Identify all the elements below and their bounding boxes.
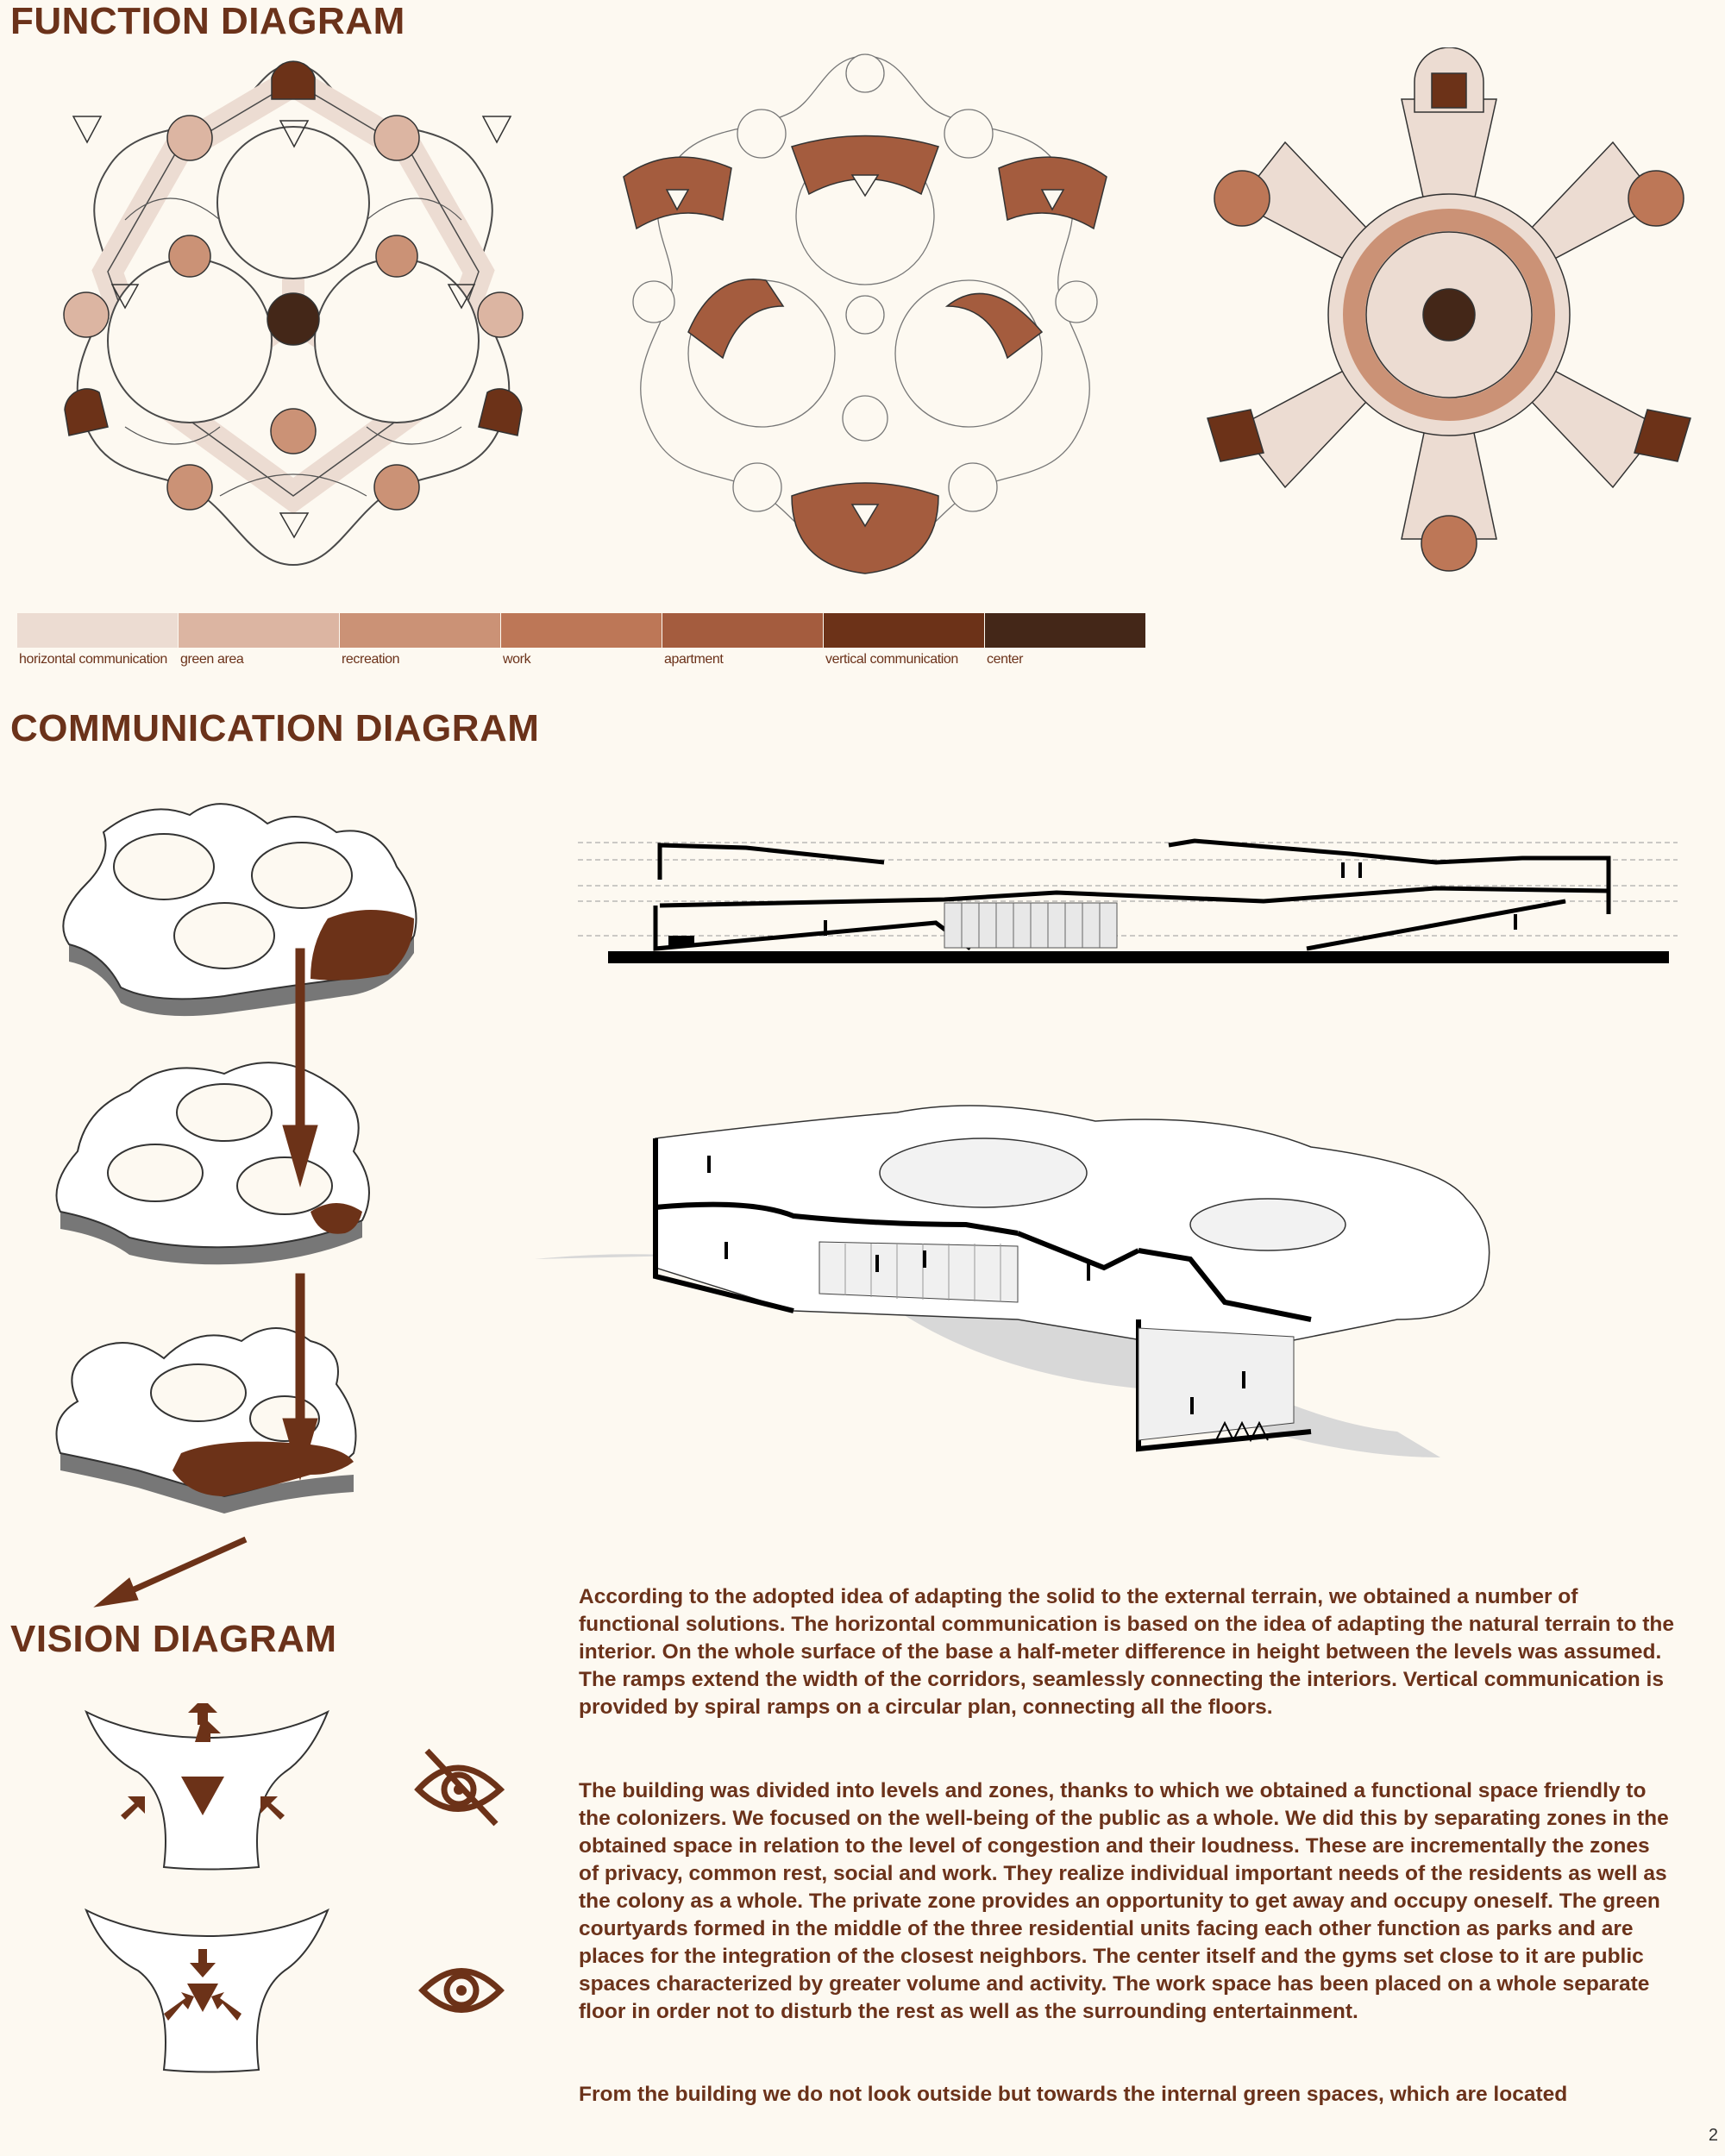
building-section [574, 824, 1686, 970]
vision-shape-outward [78, 1703, 336, 1871]
legend-swatch-apartment [662, 613, 823, 648]
building-axonometric-cutaway [535, 1095, 1682, 1475]
legend-label: center [987, 652, 1024, 667]
description-paragraph: According to the adopted idea of adapting the solid to the external terrain, we obtained a number of functional solutions. The horizontal communication is based on the idea of adapting the natural terrain to the interior. On the whole surface of the base a half-meter difference in height between the levels was assumed. The ramps extend the width of the corridors, seamlessly connecting the interiors. Vertical communication is provided by spiral ramps on a circular plan, connecting all the floors. [579, 1585, 1675, 1719]
legend-label: green area [180, 652, 244, 667]
function-plan-zones [47, 47, 539, 586]
floor-slab-middle [57, 1062, 370, 1264]
function-diagram-title: FUNCTION DIAGRAM [10, 0, 405, 42]
legend-label: recreation [342, 652, 400, 667]
vision-diagram-title: VISION DIAGRAM [10, 1618, 337, 1660]
legend-swatch-center [985, 613, 1145, 648]
legend-label: work [503, 652, 531, 667]
legend-swatch-green-area [179, 613, 339, 648]
legend-swatch-recreation [340, 613, 500, 648]
function-plan-center [1203, 47, 1695, 586]
exploded-floor-stack [52, 780, 518, 1608]
floor-slab-top [63, 804, 416, 1016]
description-paragraph: The building was divided into levels and zones, thanks to which we obtained a functional space friendly to the colonizers. We focused on the well-being of the public as a whole. We did this by separating zones in the obtained space in relation to the level of congestion and their loudness. These are incrementally the zones of privacy, common rest, social and work. They realize individual important needs of the residents as well as the colony as a whole. The private zone provides an opportunity to get away and occupy oneself. The green courtyards formed in the middle of the three residential units facing each other function as parks and are places for the integration of the closest neighbors. The center itself and the gyms set close to it are public spaces characterized by greater volume and activity. The work space has been placed on a whole separate floor in order not to disturb the rest as well as the surrounding entertainment. [579, 1779, 1669, 2023]
eye-crossed-icon [414, 1746, 505, 1828]
vision-shape-inward [78, 1902, 336, 2074]
legend-swatch-work [501, 613, 662, 648]
eye-icon [418, 1956, 505, 2025]
page-number: 2 [1708, 2126, 1718, 2145]
legend-label: horizontal communication [19, 652, 167, 667]
legend-label: apartment [664, 652, 724, 667]
color-legend [17, 613, 1145, 682]
legend-label: vertical communication [825, 652, 958, 667]
legend-swatch-horizontal-communication [17, 613, 178, 648]
description-paragraph: From the building we do not look outside but towards the internal green spaces, which are located [579, 2083, 1568, 2106]
legend-swatch-vertical-communication [824, 613, 984, 648]
communication-diagram-title: COMMUNICATION DIAGRAM [10, 707, 540, 749]
function-plan-apartments [619, 47, 1111, 586]
